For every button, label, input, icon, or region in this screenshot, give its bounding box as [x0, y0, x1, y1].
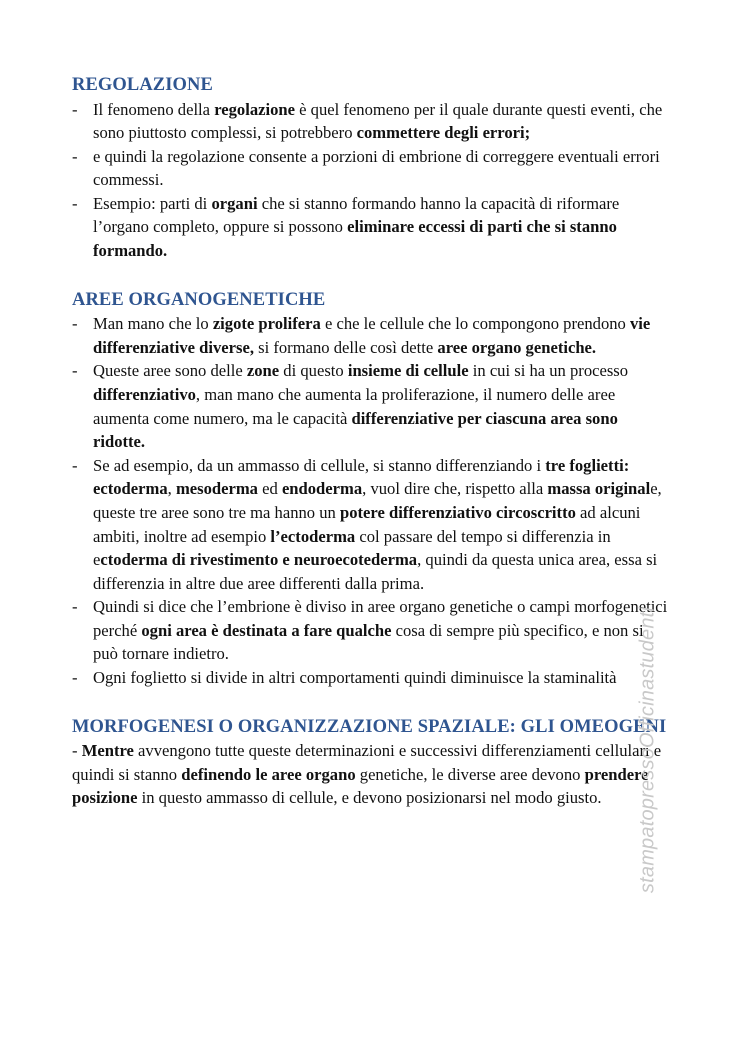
bold-text: Mentre — [81, 741, 134, 761]
dash-icon: - — [72, 99, 78, 119]
text-run: Ogni foglietto si divide in altri comportamenti quindi diminuisce la staminalità — [93, 668, 617, 688]
text-run: Quindi si dice che l’embrione è diviso in aree organo genetiche o campi morfogenetici perché — [93, 597, 668, 640]
text-run: Esempio: parti di — [93, 193, 212, 213]
list-item — [72, 312, 672, 359]
item-text — [93, 100, 662, 143]
text-run: di questo — [279, 361, 348, 381]
bold-text: ctoderma di rivestimento e neuroecotederma — [100, 550, 418, 570]
bold-text: tre foglietti: ectoderma — [93, 455, 630, 499]
dash-icon: - — [72, 668, 78, 688]
bold-text: commettere degli errori; — [356, 123, 531, 143]
bold-text: insieme di cellule — [347, 361, 469, 381]
section-aree-organogenetiche — [72, 289, 672, 690]
text-run: che si stanno formando hanno la capacità di riformare l’organo completo, oppure si possono — [93, 193, 620, 237]
text-run: e, queste tre aree sono tre ma hanno un — [93, 479, 662, 522]
list-item — [72, 454, 672, 596]
bold-text: differenziative per ciascuna area sono ridotte. — [93, 408, 618, 452]
item-text — [93, 668, 617, 687]
text-run: Se ad esempio, da un ammasso di cellule, si stanno differenziando i — [93, 455, 546, 475]
bold-text: definendo le aree organo — [181, 764, 356, 784]
list-item — [72, 98, 672, 145]
text-run: Queste aree sono delle — [93, 361, 247, 381]
bold-text: prendere posizione — [72, 764, 649, 808]
item-text — [93, 361, 628, 451]
text-run: , vuol dire che, rispetto alla — [362, 479, 548, 499]
text-run: Il fenomeno della — [93, 99, 215, 119]
text-run: - — [72, 741, 82, 761]
section-heading: AREE ORGANOGENETICHE — [72, 289, 326, 310]
text-run: avvengono tutte queste determinazioni e successivi differenziamenti cellulari e quindi si stanno — [72, 741, 662, 784]
dash-icon: - — [72, 193, 78, 213]
watermark — [628, 540, 668, 960]
bold-text: ogni area è destinata a fare qualche — [141, 620, 392, 640]
bold-text: aree organo genetiche. — [437, 337, 597, 357]
text-run: in questo ammasso di cellule, e devono posizionarsi nel modo giusto. — [137, 788, 602, 808]
bold-text: zone — [246, 361, 280, 381]
text-run: ad alcuni ambiti, inoltre ad esempio — [93, 502, 641, 546]
text-run: , man mano che aumenta la proliferazione, il numero delle aree aumenta come numero, ma le capacità — [93, 384, 616, 428]
text-run: è quel fenomeno per il quale durante questi eventi, che sono piuttosto complessi, si potrebbero — [93, 99, 663, 143]
text-run: col passare del tempo si differenzia in e — [93, 526, 611, 570]
item-text — [93, 314, 650, 357]
watermark-text: stampatopressoOfficinastudenti — [636, 606, 659, 894]
list-item — [72, 595, 672, 666]
bold-text: differenziativo — [93, 384, 196, 404]
item-text — [93, 147, 660, 190]
item-text — [93, 597, 667, 663]
section-paragraph — [72, 739, 672, 810]
bullet-list — [72, 312, 672, 690]
text-run: , quindi da questa unica area, essa si differenzia in altre due aree differenti dalla prima. — [93, 550, 658, 593]
text-run: Man mano che lo — [93, 314, 213, 334]
dash-icon: - — [72, 455, 78, 475]
text-run: si formano delle così dette — [253, 337, 438, 357]
dash-icon: - — [72, 361, 78, 381]
section-heading: MORFOGENESI O ORGANIZZAZIONE SPAZIALE: GLI OMEOGENI — [72, 716, 667, 737]
bold-text: eliminare eccessi di parti che si stanno formando. — [93, 217, 617, 261]
dash-icon: - — [72, 597, 78, 617]
bold-text: massa original — [547, 479, 651, 499]
bold-text: organi — [211, 193, 258, 213]
item-text — [93, 194, 619, 260]
text-run: genetiche, le diverse aree devono — [355, 764, 585, 784]
bold-text: endoderma — [281, 479, 363, 499]
text-run: , — [167, 479, 176, 499]
text-run: cosa di sempre più specifico, e non si può tornare indietro. — [93, 620, 644, 664]
list-item — [72, 145, 672, 192]
text-run: e che le cellule che lo compongono prendono — [320, 314, 630, 334]
document-body — [72, 74, 672, 810]
dash-icon: - — [72, 314, 78, 334]
bold-text: regolazione — [214, 99, 295, 119]
section-regolazione — [72, 74, 672, 263]
text-run: ed — [257, 479, 282, 499]
list-item — [72, 666, 672, 690]
list-item — [72, 192, 672, 263]
bold-text: mesoderma — [175, 479, 258, 499]
list-item — [72, 359, 672, 453]
text-run: e quindi la regolazione consente a porzioni di embrione di correggere eventuali errori commessi. — [93, 146, 660, 190]
bold-text: zigote prolifera — [212, 314, 321, 334]
bold-text: potere differenziativo circoscritto — [339, 502, 576, 522]
bold-text: l’ectoderma — [270, 526, 356, 546]
dash-icon: - — [72, 146, 78, 166]
text-run: in cui si ha un processo — [468, 361, 629, 381]
item-text — [93, 456, 662, 593]
bullet-list — [72, 98, 672, 263]
section-morfogenesi — [72, 716, 672, 810]
section-heading: REGOLAZIONE — [72, 75, 213, 95]
bold-text: vie differenziative diverse, — [93, 314, 651, 357]
